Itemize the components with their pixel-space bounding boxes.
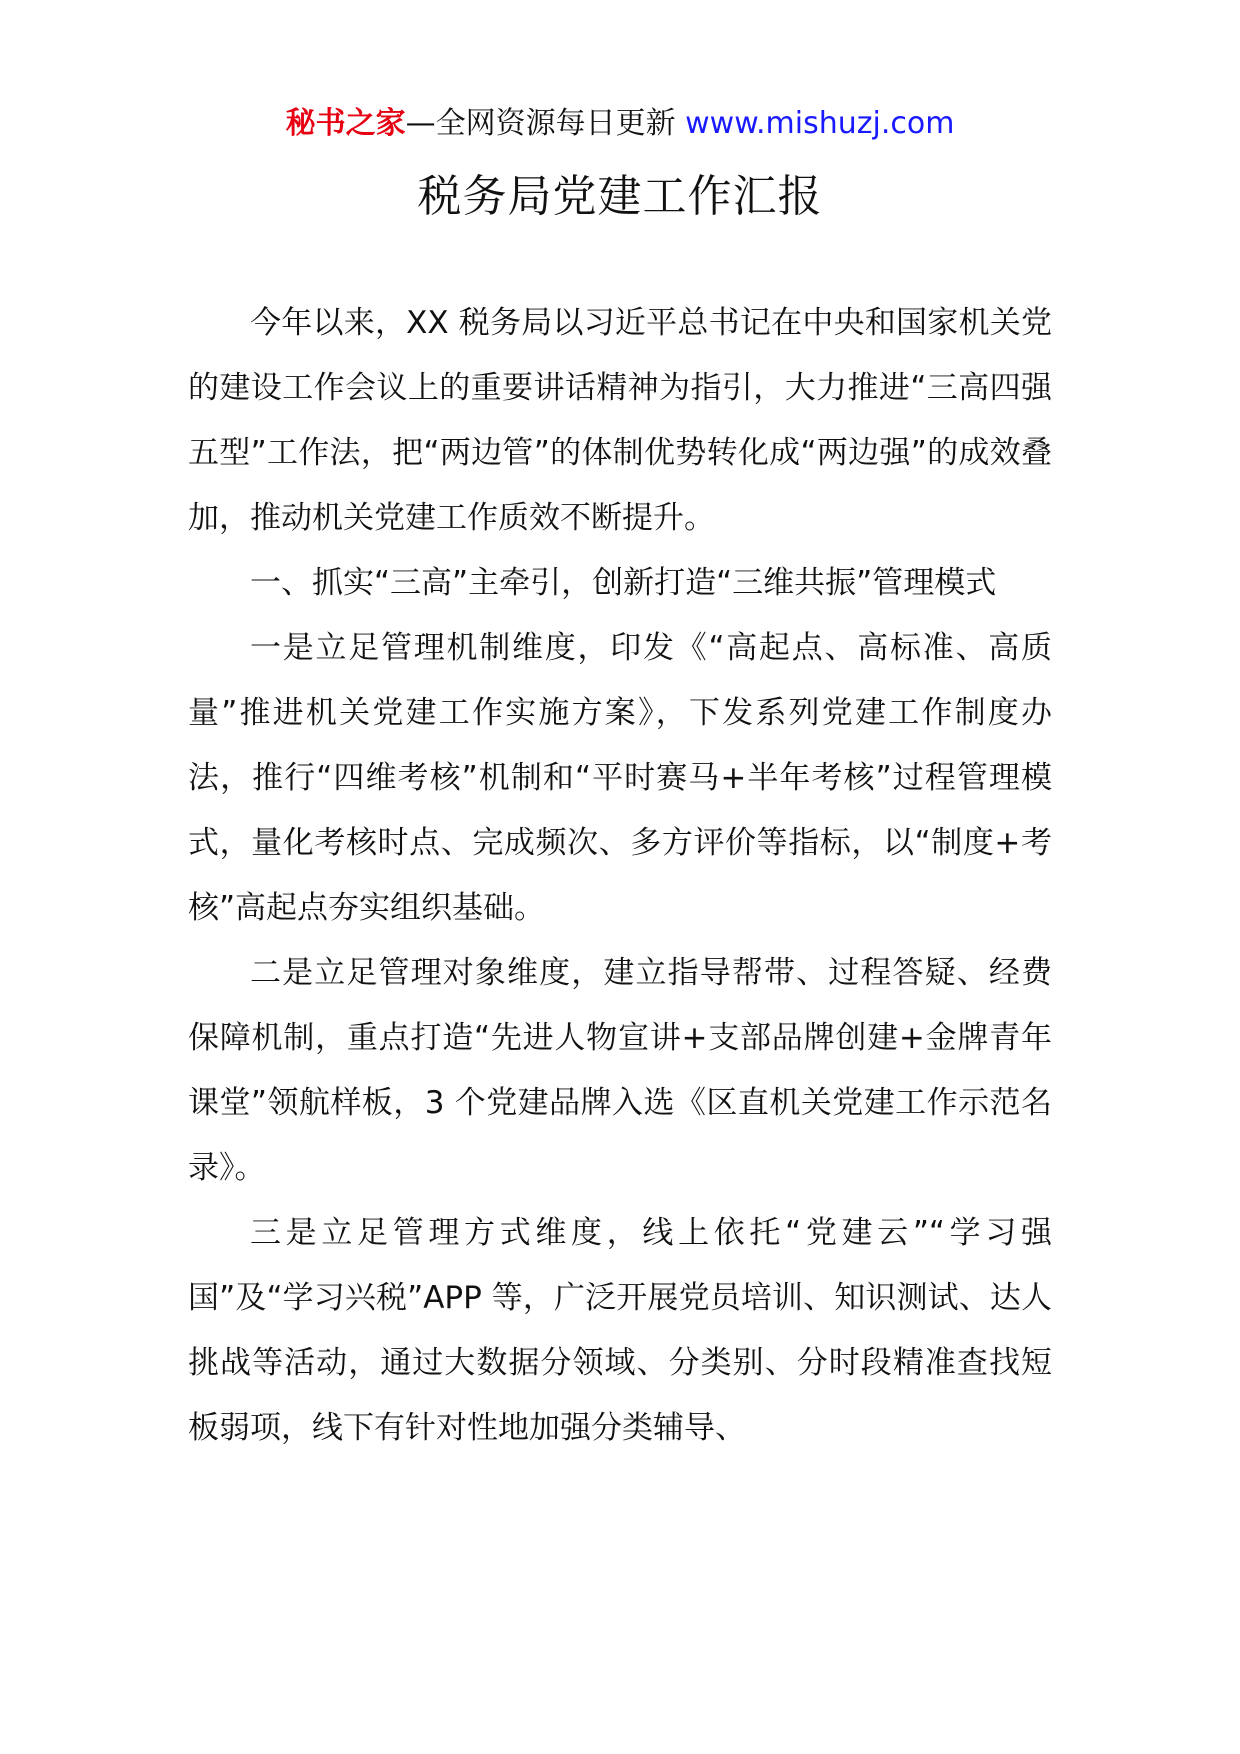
paragraph-intro: 今年以来，XX 税务局以习近平总书记在中央和国家机关党的建设工作会议上的重要讲话精神为指引，大力推进“三高四强五型”工作法，把“两边管”的体制优势转化成“两边强”的成效叠加，推动机关党建工作质效不断提升。 [188,305,1052,536]
brand-name: 秘书之家 [285,106,406,141]
brand-slogan: —全网资源每日更新 [405,106,676,141]
paragraph-point-2: 二是立足管理对象维度，建立指导帮带、过程答疑、经费保障机制，重点打造“先进人物宣讲+支部品牌创建+金牌青年课堂”领航样板，3 个党建品牌入选《区直机关党建工作示范名录》。 [188,955,1052,1186]
document-title: 税务局党建工作汇报 [417,171,823,222]
document-body [188,291,1052,1461]
paragraph-point-3: 三是立足管理方式维度，线上依托“党建云”“学习强国”及“学习兴税”APP 等，广泛开展党员培训、知识测试、达人挑战等活动，通过大数据分领域、分类别、分时段精准查找短板弱项，线下有针对性地加强分类辅导、 [188,1215,1052,1446]
section-heading-1: 一、抓实“三高”主牵引，创新打造“三维共振”管理模式 [250,565,997,601]
paragraph-point-1: 一是立足管理机制维度，印发《“高起点、高标准、高质量”推进机关党建工作实施方案》，下发系列党建工作制度办法，推行“四维考核”机制和“平时赛马+半年考核”过程管理模式，量化考核时点、完成频次、多方评价等指标，以“制度+考核”高起点夯实组织基础。 [188,630,1052,926]
header-banner [0,102,1240,146]
site-url-link[interactable]: www.mishuzj.com [685,106,955,141]
